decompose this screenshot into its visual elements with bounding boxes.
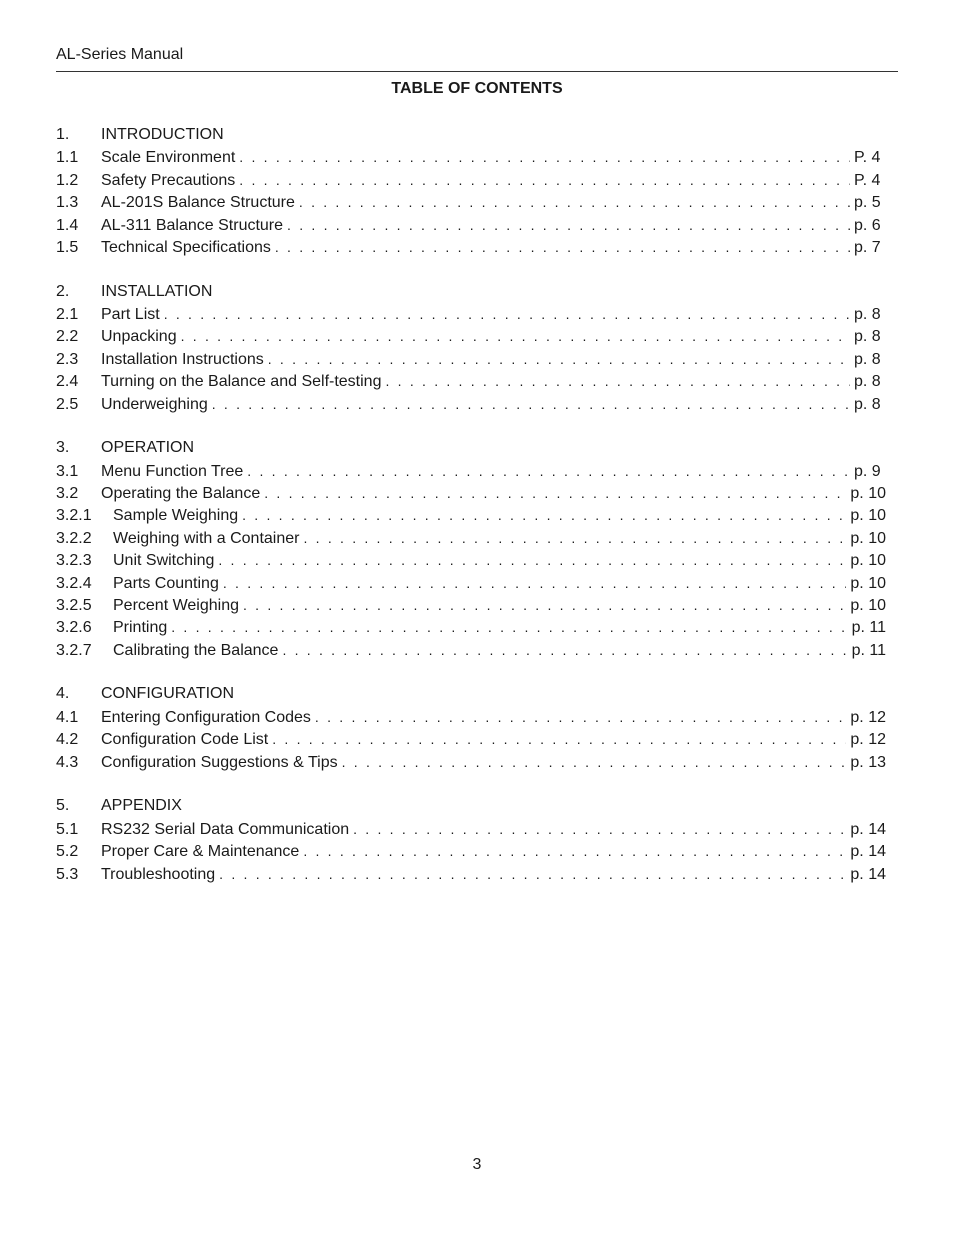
dot-leader [181,325,850,347]
entry-number: 3.2 [56,485,79,503]
entry-title: Proper Care & Maintenance [101,843,300,861]
dot-leader [342,751,847,773]
entry-title: Parts Counting [113,574,219,592]
dot-leader [242,504,846,526]
toc-section [56,281,886,415]
dot-leader [219,863,846,885]
dot-leader [164,303,850,325]
toc-section [56,683,886,773]
entry-number: 5.1 [56,820,79,838]
entry-title: Percent Weighing [113,597,239,615]
entry-page: p. 8 [854,395,881,413]
entry-page: p. 10 [850,507,886,525]
section-number: 2. [56,282,70,300]
entry-title: Installation Instructions [101,350,264,368]
dot-leader [385,370,850,392]
entry-number: 1.2 [56,171,79,189]
dot-leader [282,639,847,661]
toc-entry[interactable] [56,325,886,347]
entry-number: 3.2.5 [56,597,92,615]
entry-number: 3.2.1 [56,507,92,525]
entry-title: AL-201S Balance Structure [101,194,295,212]
section-title: INTRODUCTION [101,126,224,143]
header-divider [56,71,898,72]
toc-entry[interactable] [56,549,886,571]
entry-page: p. 11 [851,619,886,637]
toc-entry[interactable] [56,191,886,213]
toc-entry[interactable] [56,616,886,638]
entry-title: Scale Environment [101,149,236,167]
entry-number: 3.1 [56,462,79,480]
entry-title: Part List [101,306,160,324]
entry-page: p. 11 [851,641,886,659]
toc-entry[interactable] [56,370,886,392]
toc-entry[interactable] [56,572,886,594]
toc-entry[interactable] [56,460,886,482]
entry-page: p. 10 [850,529,886,547]
entry-number: 2.1 [56,306,79,324]
entry-title: RS232 Serial Data Communication [101,820,350,838]
section-number: 1. [56,126,70,143]
toc-entry[interactable] [56,169,886,191]
entry-title: Technical Specifications [101,238,271,256]
toc-entry[interactable] [56,728,886,750]
toc-section-heading [56,437,886,459]
entry-number: 1.4 [56,216,79,234]
toc-entry[interactable] [56,706,886,728]
toc-section [56,437,886,661]
toc-entry[interactable] [56,348,886,370]
entry-page: p. 8 [854,373,881,391]
dot-leader [303,840,846,862]
entry-title: Entering Configuration Codes [101,708,311,726]
entry-page: p. 14 [850,820,886,838]
toc-section-heading [56,683,886,705]
dot-leader [239,146,850,168]
toc-entry[interactable] [56,146,886,168]
dot-leader [264,482,846,504]
dot-leader [299,191,850,213]
dot-leader [212,393,850,415]
dot-leader [243,594,846,616]
toc-section-heading [56,281,886,303]
dot-leader [171,616,847,638]
entry-title: Sample Weighing [113,507,239,525]
toc-entry[interactable] [56,504,886,526]
toc-entry[interactable] [56,236,886,258]
entry-number: 4.3 [56,753,79,771]
entry-title: Configuration Suggestions & Tips [101,753,338,771]
toc-entry[interactable] [56,393,886,415]
dot-leader [272,728,846,750]
toc-entry[interactable] [56,214,886,236]
entry-number: 3.2.6 [56,619,92,637]
dot-leader [303,527,846,549]
entry-number: 2.4 [56,373,79,391]
section-number: 4. [56,685,70,703]
entry-page: p. 12 [850,708,886,726]
entry-title: Unit Switching [113,552,215,570]
toc-entry[interactable] [56,594,886,616]
entry-page: P. 4 [854,171,881,189]
toc-entry[interactable] [56,751,886,773]
entry-title: Operating the Balance [101,485,261,503]
toc-entry[interactable] [56,303,886,325]
entry-page: p. 10 [850,574,886,592]
table-of-contents [56,124,886,907]
section-title: APPENDIX [101,797,182,815]
entry-page: P. 4 [854,149,881,167]
entry-title: Menu Function Tree [101,462,244,480]
entry-title: Calibrating the Balance [113,641,279,659]
entry-number: 2.5 [56,395,79,413]
entry-page: p. 10 [850,597,886,615]
toc-entry[interactable] [56,818,886,840]
entry-number: 4.2 [56,731,79,749]
entry-title: Configuration Code List [101,731,269,749]
entry-title: Troubleshooting [101,865,216,883]
entry-page: p. 8 [854,306,881,324]
entry-title: Unpacking [101,328,177,346]
dot-leader [218,549,846,571]
dot-leader [275,236,850,258]
entry-title: Underweighing [101,395,208,413]
section-number: 5. [56,797,70,815]
page-number: 3 [472,1156,482,1173]
toc-heading: TABLE OF CONTENTS [391,80,563,97]
entry-title: Safety Precautions [101,171,236,189]
toc-entry[interactable] [56,863,886,885]
dot-leader [315,706,847,728]
toc-entry[interactable] [56,840,886,862]
dot-leader [268,348,850,370]
entry-number: 5.3 [56,865,79,883]
entry-number: 3.2.2 [56,529,92,547]
entry-page: p. 8 [854,350,881,368]
entry-number: 3.2.7 [56,641,92,659]
entry-title: Printing [113,619,168,637]
entry-number: 2.3 [56,350,79,368]
toc-entry[interactable] [56,527,886,549]
entry-page: p. 10 [850,485,886,503]
entry-number: 4.1 [56,708,79,726]
dot-leader [287,214,850,236]
toc-section-heading [56,124,886,146]
entry-page: p. 12 [850,731,886,749]
entry-title: Weighing with a Container [113,529,300,547]
dot-leader [353,818,846,840]
entry-page: p. 5 [854,194,881,212]
section-title: OPERATION [101,439,195,457]
entry-page: p. 8 [854,328,881,346]
toc-section [56,124,886,258]
toc-entry[interactable] [56,482,886,504]
entry-page: p. 14 [850,865,886,883]
section-number: 3. [56,439,70,457]
toc-entry[interactable] [56,639,886,661]
entry-number: 3.2.3 [56,552,92,570]
dot-leader [223,572,847,594]
entry-page: p. 14 [850,843,886,861]
entry-number: 2.2 [56,328,79,346]
entry-page: p. 9 [854,462,881,480]
entry-page: p. 13 [850,753,886,771]
entry-number: 3.2.4 [56,574,92,592]
dot-leader [247,460,850,482]
entry-number: 5.2 [56,843,79,861]
section-title: INSTALLATION [101,282,213,300]
entry-page: p. 6 [854,216,881,234]
dot-leader [239,169,850,191]
running-header: AL-Series Manual [56,46,184,63]
entry-title: AL-311 Balance Structure [101,216,284,234]
entry-number: 1.3 [56,194,79,212]
entry-page: p. 10 [850,552,886,570]
toc-section [56,795,886,885]
toc-section-heading [56,795,886,817]
entry-number: 1.5 [56,238,79,256]
entry-title: Turning on the Balance and Self-testing [101,373,382,391]
entry-page: p. 7 [854,238,881,256]
entry-number: 1.1 [56,149,79,167]
section-title: CONFIGURATION [101,685,235,703]
